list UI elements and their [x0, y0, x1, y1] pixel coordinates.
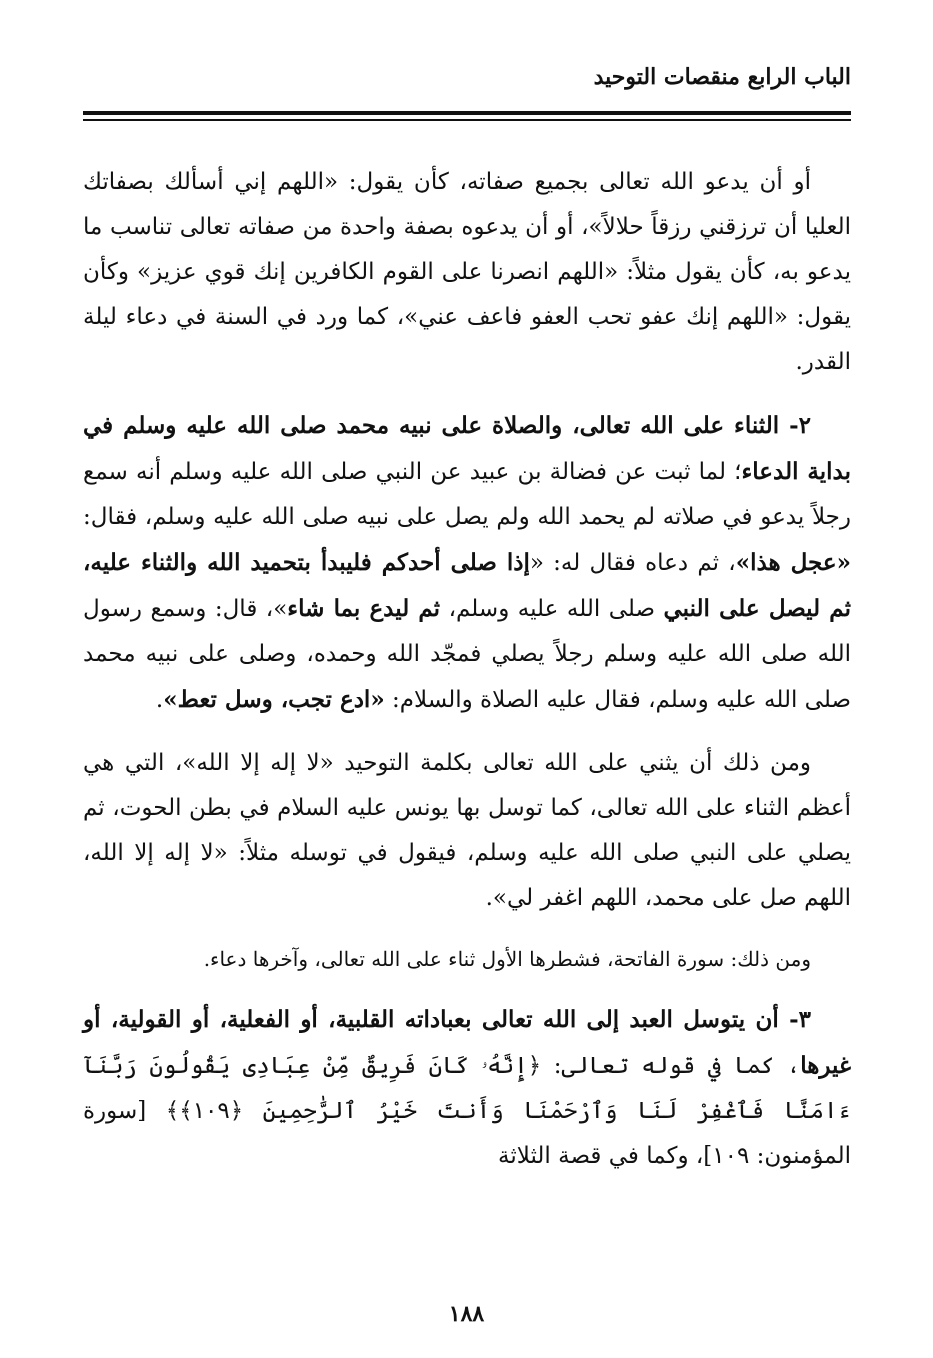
paragraph-5: [83, 997, 851, 1179]
quran-verse: ﴿إِنَّهُۥ كَانَ فَرِيقٌ مِّنْ عِبَادِى يَقُولُونَ رَبَّنَآ ءَامَنَّا فَٱغْفِرْ لَنَا وَٱرْحَمْنَا وَأَنتَ خَيْرُ ٱلرَّٰحِمِينَ ﴿١٠٩﴾﴾: [83, 1053, 851, 1124]
paragraph-2-text-g: »، قال: وسمع رسول الله صلى الله عليه وسلم رجلاً يصلي فمجّد الله وحمده، وصلى على نبيه محمد صلى الله عليه وسلم، فقال عليه الصلاة والسلام:: [83, 596, 851, 713]
section-3-heading: ٣- أن يتوسل العبد إلى الله تعالى بعباداته القلبية، أو الفعلية، أو القولية، أو غيرها: [83, 1006, 851, 1079]
page-body: [83, 160, 851, 1179]
section-2-heading: ٢- الثناء على الله تعالى، والصلاة على نبيه محمد صلى الله عليه وسلم في بداية الدعاء: [83, 412, 851, 485]
hadith-quote-1: «عجل هذا»: [735, 549, 851, 576]
header-rule-thin: [83, 119, 851, 121]
paragraph-2: [83, 403, 851, 723]
paragraph-4: ومن ذلك: سورة الفاتحة، فشطرها الأول ثناء على الله تعالى، وآخرها دعاء.: [203, 947, 811, 971]
paragraph-5-text-a: ، كما في قوله تعالى:: [541, 1053, 801, 1079]
paragraph-2-text-c: ، ثم دعاه فقال له: «: [529, 550, 736, 576]
page-number: ١٨٨: [448, 1301, 485, 1327]
running-header-title: الباب الرابع منقصات التوحيد: [593, 64, 851, 90]
paragraph-2-text-e: صلى الله عليه وسلم،: [440, 596, 664, 622]
paragraph-3: ومن ذلك أن يثني على الله تعالى بكلمة التوحيد «لا إله إلا الله»، التي هي أعظم الثناء على الله تعالى، كما توسل بها يونس عليه السلام في بطن الحوت، ثم يصلي على النبي صلى الله عليه وسلم، فيقول في توسله مثلاً: «لا إله إلا الله، اللهم صل على محمد، اللهم اغفر لي».: [83, 750, 851, 911]
paragraph-5-text-b: [سورة المؤمنون: ١٠٩]، وكما في قصة الثلاثة: [83, 1098, 851, 1169]
hadith-quote-2: إذا صلى أحدكم فليبدأ بتحميد الله والثناء عليه، ثم ليصل على النبي: [83, 549, 852, 622]
hadith-quote-3: ثم ليدع بما شاء: [287, 595, 441, 622]
paragraph-2-text-a: ؛ لما ثبت عن فضالة بن عبيد عن النبي صلى الله عليه وسلم أنه سمع رجلاً يدعو في صلاته لم يحمد الله ولم يصل على نبيه صلى الله عليه وسلم، فقال:: [83, 459, 851, 530]
paragraph-2-text-i: .: [155, 687, 164, 713]
paragraph-1: أو أن يدعو الله تعالى بجميع صفاته، كأن يقول: «اللهم إني أسألك بصفاتك العليا أن ترزقني رزقاً حلالاً»، أو أن يدعوه بصفة واحدة من صفاته تعالى تناسب ما يدعو به، كأن يقول مثلاً: «اللهم انصرنا على القوم الكافرين إنك قوي عزيز» وكأن يقول: «اللهم إنك عفو تحب العفو فاعف عني»، كما ورد في السنة في دعاء ليلة القدر.: [83, 169, 851, 375]
header-rule-thick: [83, 111, 851, 115]
hadith-quote-4: «ادع تجب، وسل تعط»: [163, 686, 385, 713]
